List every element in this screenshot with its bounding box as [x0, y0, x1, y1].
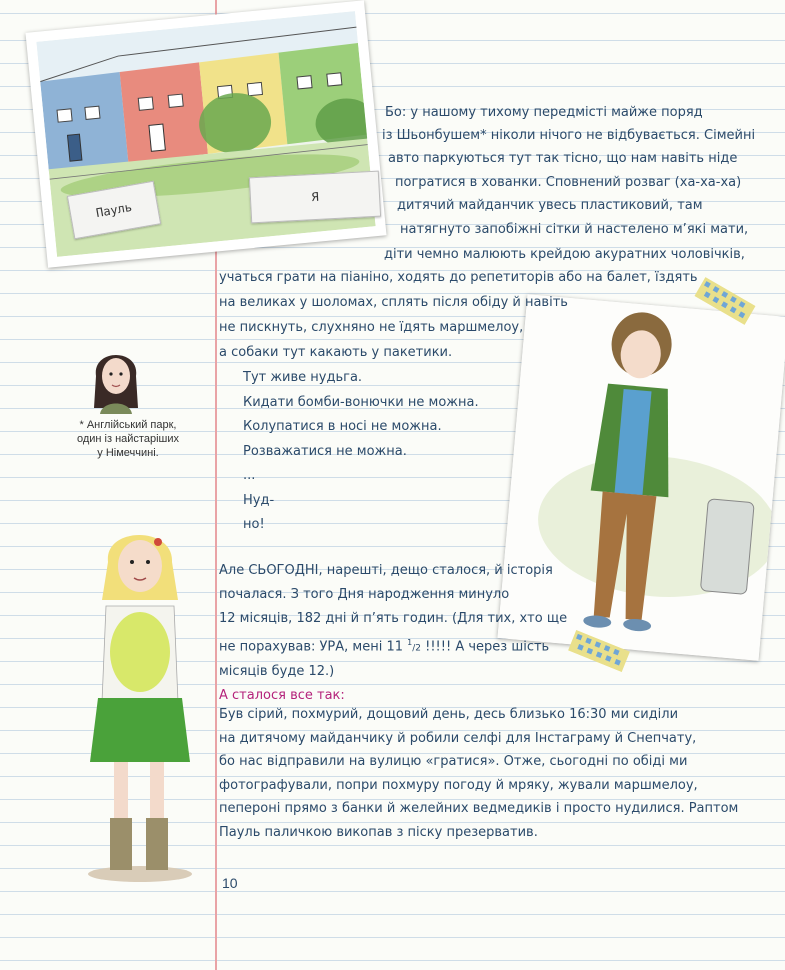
- intro-line-10: не пискнуть, слухняно не їдять маршмелоу,: [219, 320, 524, 335]
- list-line: Нуд-: [243, 492, 275, 508]
- list-line: Тут живе нудьга.: [243, 370, 363, 385]
- story-line: на дитячому майданчику й робили селфі для Інстаграму й Снепчату,: [219, 730, 697, 746]
- intro-line-6: натягнуто запобіжні сітки й настелено м’які мати,: [400, 222, 749, 237]
- paragraph-birthday: [219, 559, 567, 708]
- para-line: 12 місяців, 182 дні й п’ять годин. (Для тих, хто ще: [219, 611, 568, 626]
- intro-line-4: погратися в хованки. Сповнений розваг (ха-ха-ха): [395, 175, 742, 190]
- page-number: 10: [222, 875, 238, 891]
- intro-line-2: із Шьонбушем* ніколи нічого не відбувається. Сімейні: [382, 128, 756, 143]
- story-paragraph: [219, 703, 738, 844]
- para-line: не порахував: УРА, мені 11 $^1$/2 !!!!! А через шість: [219, 638, 550, 655]
- story-line: пепероні прямо з банки й желейних ведмедиків і просто нудилися. Раптом: [219, 801, 739, 816]
- intro-line-8: учаться грати на піаніно, ходять до репетиторів або на балет, їздять: [219, 270, 698, 285]
- section-heading: А сталося все так:: [219, 688, 345, 704]
- intro-line-9: на великах у шоломах, сплять після обіду й навіть: [219, 295, 568, 310]
- story-line: бо нас відправили на вулицю «гратися». Отже, сьогодні по обіді ми: [219, 754, 688, 769]
- intro-line-1: Бо: у нашому тихому передмісті майже поряд: [385, 105, 703, 120]
- girl-portrait: [86, 338, 146, 414]
- list-line: Колупатися в носі не можна.: [243, 419, 442, 434]
- label-card-ya: Я: [249, 171, 381, 224]
- para-line: місяців буде 12.): [219, 664, 335, 680]
- boredom-list: [243, 366, 479, 538]
- girl-illustration: [78, 522, 200, 882]
- para-line: почалася. З того Дня народження минуло: [219, 587, 510, 602]
- list-line: ...: [243, 468, 256, 483]
- para-line: Але СЬОГОДНІ, нарешті, дещо сталося, й історія: [219, 563, 553, 578]
- list-line: Кидати бомби-вонючки не можна.: [243, 394, 479, 410]
- list-line: Розважатися не можна.: [243, 443, 407, 459]
- intro-line-3: авто паркуються тут так тісно, що нам навіть ніде: [388, 151, 738, 166]
- label-card-paul: Пауль: [67, 181, 161, 240]
- story-line: Пауль паличкою викопав з піску презерватив.: [219, 824, 538, 840]
- intro-line-5: дитячий майданчик увесь пластиковий, там: [397, 198, 703, 213]
- list-line: но!: [243, 517, 265, 532]
- intro-line-7: діти чемно малюють крейдою акуратних чоловічків,: [384, 247, 745, 262]
- story-line: Був сірий, похмурий, дощовий день, десь близько 16:30 ми сиділи: [219, 707, 679, 722]
- intro-line-11: а собаки тут какають у пакетики.: [219, 345, 453, 360]
- story-line: фотографували, попри похмуру погоду й мряку, жували маршмелоу,: [219, 777, 698, 793]
- footnote: * Англійський парк, один із найстаріших у Німеччині.: [76, 419, 179, 459]
